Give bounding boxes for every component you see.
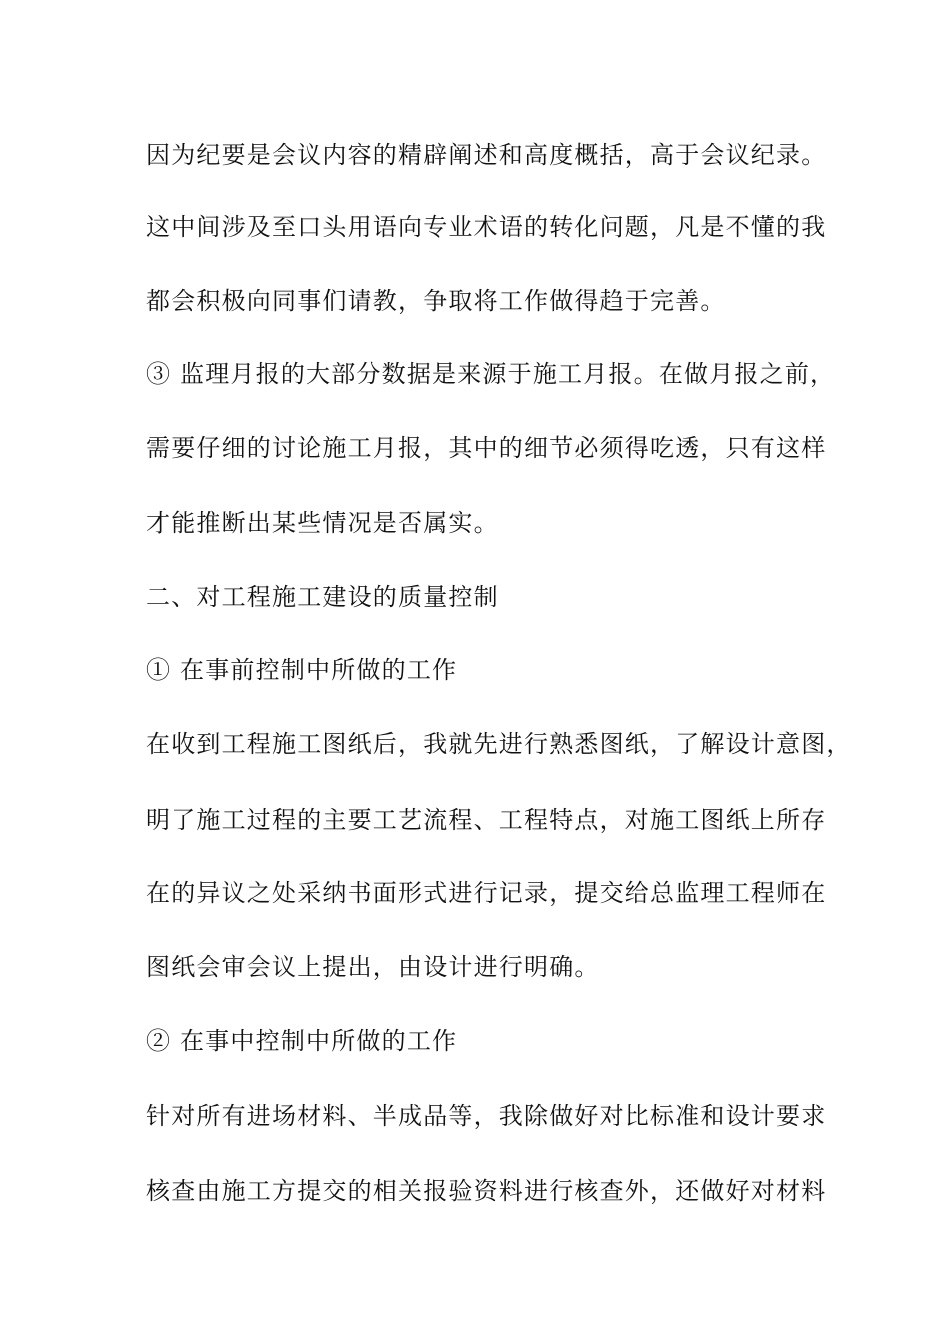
text-line-10: 明了施工过程的主要工艺流程、工程特点，对施工图纸上所存 [146,806,827,834]
text-line-11: 在的异议之处采纳书面形式进行记录，提交给总监理工程师在 [146,879,827,907]
subsection-heading-2: ② 在事中控制中所做的工作 [146,1027,458,1055]
text-line-4: ③ 监理月报的大部分数据是来源于施工月报。在做月报之前， [146,360,836,388]
text-line-15: 核查由施工方提交的相关报验资料进行核查外，还做好对材料 [146,1177,827,1205]
text-line-1: 因为纪要是会议内容的精辟阐述和高度概括，高于会议纪录。 [146,141,827,169]
section-heading: 二、对工程施工建设的质量控制 [146,583,499,611]
subsection-heading-1: ① 在事前控制中所做的工作 [146,656,458,684]
text-line-14: 针对所有进场材料、半成品等，我除做好对比标准和设计要求 [146,1102,827,1130]
text-line-2: 这中间涉及至口头用语向专业术语的转化问题，凡是不懂的我 [146,213,827,241]
text-line-12: 图纸会审会议上提出，由设计进行明确。 [146,953,600,981]
text-line-6: 才能推断出某些情况是否属实。 [146,509,499,537]
text-line-3: 都会积极向同事们请教，争取将工作做得趋于完善。 [146,287,726,315]
text-line-9: 在收到工程施工图纸后，我就先进行熟悉图纸，了解设计意图， [146,730,852,758]
text-line-5: 需要仔细的讨论施工月报，其中的细节必须得吃透，只有这样 [146,434,827,462]
